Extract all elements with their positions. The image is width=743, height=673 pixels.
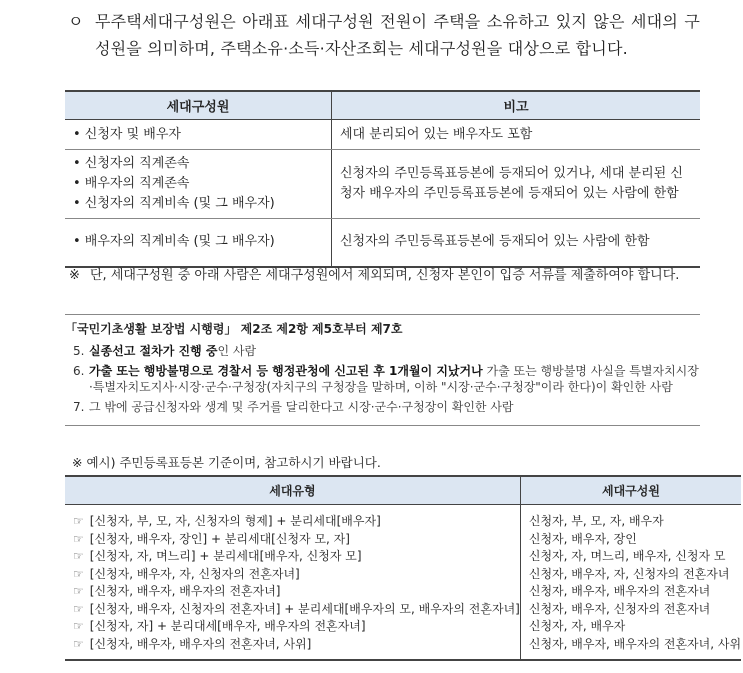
item-bold-text: 가출 또는 행방불명으로 경찰서 등 행정관청에 신고된 후 1개월이 지났거나 [89, 364, 483, 378]
household-type-text: [신청자, 배우자, 자, 신청자의 전혼자녀] [89, 566, 300, 581]
household-type-line [73, 513, 520, 531]
exclusion-note [66, 266, 700, 286]
table-header: 비고 [332, 91, 701, 120]
law-item [73, 363, 700, 395]
household-members-line: 신청자, 자, 며느리, 배우자, 신청자 모 [528, 549, 726, 563]
bullet-icon: ㅇ [68, 12, 84, 31]
intro-text: 무주택세대구성원은 아래표 세대구성원 전원이 주택을 소유하고 있지 않은 세대의 구성원을 의미하며, 주택소유·소득·자산조회는 세대구성원을 대상으로 합니다. [95, 12, 700, 58]
pointing-hand-icon: ☞ [73, 514, 84, 528]
law-item [73, 399, 700, 415]
household-members-line: 신청자, 자, 배우자 [528, 619, 626, 633]
household-members-line: 신청자, 배우자, 배우자의 전혼자녀, 사위 [528, 636, 742, 651]
item-number: 6. [73, 364, 85, 378]
example-note: ※ 예시) 주민등록표등본 기준이며, 참고하시기 바랍니다. [72, 455, 381, 470]
item-number: 7. [73, 400, 85, 414]
household-type-line [73, 531, 520, 549]
table-row [65, 219, 700, 267]
law-title: 「국민기초생활 보장법 시행령」 제2조 제2항 제5호부터 제7호 [65, 322, 403, 336]
law-excerpt-box [65, 314, 700, 426]
pointing-hand-icon: ☞ [73, 636, 84, 651]
member-cell: • 신청자의 직계존속 [73, 156, 190, 171]
member-cell: • 배우자의 직계존속 [73, 176, 190, 191]
household-type-line [73, 583, 520, 601]
household-type-text: [신청자, 배우자, 장인] + 분리세대[신청자 모, 자] [89, 531, 350, 546]
table-header: 세대구성원 [65, 91, 332, 120]
table-row [65, 505, 741, 661]
household-type-text: [신청자, 부, 모, 자, 신청자의 형제] + 분리세대[배우자] [89, 514, 381, 528]
member-cell: • 신청자의 직계비속 (및 그 배우자) [73, 196, 275, 211]
remark-cell: 신청자의 주민등록표등본에 등재되어 있거나, 세대 분리된 신청자 배우자의 주민등록표등본에 등재되어 있는 사람에 한함 [332, 150, 701, 219]
exclusion-note-text: 단, 세대구성원 중 아래 사람은 세대구성원에서 제외되며, 신청자 본인이 입증 서류를 제출하여야 합니다. [90, 268, 680, 283]
household-type-line [73, 636, 520, 654]
pointing-hand-icon: ☞ [73, 584, 84, 598]
item-text: 인 사람 [217, 344, 257, 358]
intro-paragraph [68, 8, 700, 62]
table-row [65, 150, 700, 219]
item-text: 그 밖에 공급신청자와 생계 및 주거를 달리한다고 시장·군수·구청장이 확인한 사람 [89, 400, 514, 414]
pointing-hand-icon: ☞ [73, 531, 84, 546]
household-type-line [73, 566, 520, 584]
pointing-hand-icon: ☞ [73, 619, 84, 633]
household-type-text: [신청자, 자, 며느리] + 분리세대[배우자, 신청자 모] [89, 549, 362, 563]
household-example-table [65, 475, 741, 661]
item-text: 가출 또는 행방불명 사실을 특별자치시장·특별자치도지사·시장·군수·구청장(자치구의 구청장을 말하며, 이하 "시장·군수·구청장"이라 한다)이 확인한 사람 [89, 364, 699, 394]
household-members-line: 신청자, 배우자, 장인 [528, 531, 637, 546]
household-members-line: 신청자, 부, 모, 자, 배우자 [528, 514, 664, 528]
table-header: 세대유형 [65, 476, 520, 505]
household-members-line: 신청자, 배우자, 신청자의 전혼자녀 [528, 601, 711, 616]
household-type-cell [65, 505, 520, 661]
remark-cell: 신청자의 주민등록표등본에 등재되어 있는 사람에 한함 [332, 219, 701, 267]
household-members-line: 신청자, 배우자, 배우자의 전혼자녀 [528, 584, 711, 598]
pointing-hand-icon: ☞ [73, 549, 84, 563]
remark-cell: 세대 분리되어 있는 배우자도 포함 [332, 120, 701, 150]
pointing-hand-icon: ☞ [73, 601, 84, 616]
table-row [65, 120, 700, 150]
household-type-text: [신청자, 배우자, 배우자의 전혼자녀, 사위] [89, 636, 312, 651]
item-bold-text: 실종선고 절차가 진행 중 [89, 344, 218, 358]
household-members-table [65, 90, 700, 268]
pointing-hand-icon: ☞ [73, 566, 84, 581]
member-cell: • 신청자 및 배우자 [73, 126, 181, 142]
item-number: 5. [73, 344, 85, 358]
law-item [73, 343, 700, 359]
table-header: 세대구성원 [520, 476, 741, 505]
household-members-line: 신청자, 배우자, 자, 신청자의 전혼자녀 [528, 566, 730, 581]
household-type-line [73, 618, 520, 636]
household-type-text: [신청자, 자] + 분리대세[배우자, 배우자의 전혼자녀] [89, 619, 366, 633]
reference-mark-icon: ※ [69, 268, 80, 283]
household-type-line [73, 548, 520, 566]
household-type-line [73, 601, 520, 619]
household-members-cell [520, 505, 741, 661]
household-type-text: [신청자, 배우자, 신청자의 전혼자녀] + 분리세대[배우자의 모, 배우자의 전혼자녀] [89, 601, 520, 616]
member-cell: • 배우자의 직계비속 (및 그 배우자) [73, 234, 275, 250]
household-type-text: [신청자, 배우자, 배우자의 전혼자녀] [89, 584, 281, 598]
